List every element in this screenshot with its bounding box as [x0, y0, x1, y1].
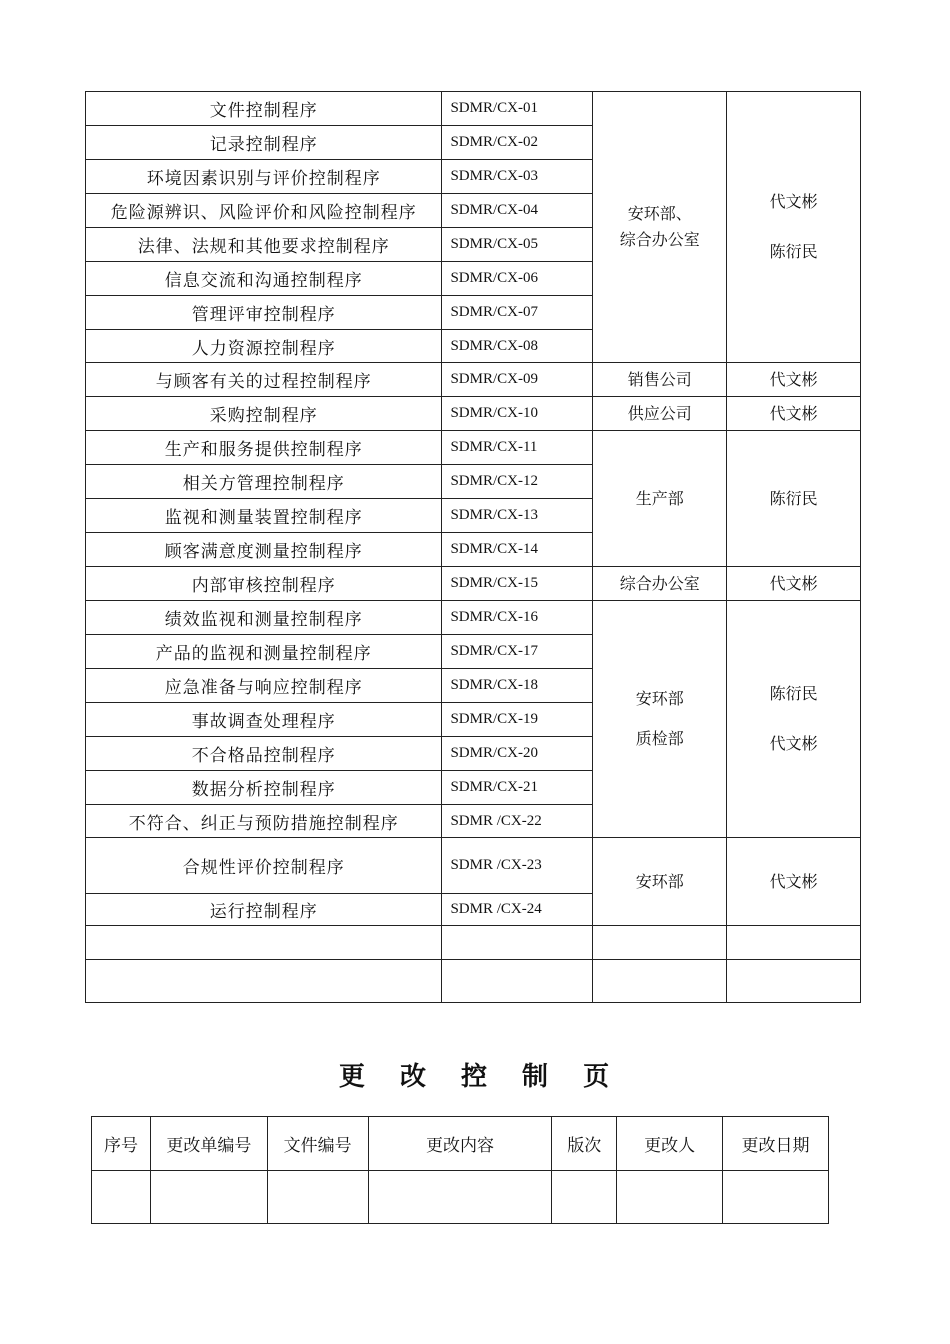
- procedure-name: 与顾客有关的过程控制程序: [86, 363, 442, 397]
- procedure-name: 相关方管理控制程序: [86, 465, 442, 499]
- responsible-dept: [593, 92, 727, 363]
- procedure-name: 文件控制程序: [86, 92, 442, 126]
- procedure-code: SDMR/CX-13: [442, 499, 593, 533]
- person-line: 代文彬: [769, 734, 818, 753]
- procedure-name: 内部审核控制程序: [86, 567, 442, 601]
- procedure-code: SDMR/CX-01: [442, 92, 593, 126]
- procedure-code: SDMR/CX-06: [442, 262, 593, 296]
- person-line: 代文彬: [769, 192, 818, 211]
- procedure-code: SDMR/CX-09: [442, 363, 593, 397]
- procedure-name: 信息交流和沟通控制程序: [86, 262, 442, 296]
- procedure-code: SDMR/CX-04: [442, 194, 593, 228]
- empty-cell: [552, 1171, 617, 1224]
- procedure-code: SDMR/CX-18: [442, 669, 593, 703]
- responsible-person: [727, 601, 861, 838]
- empty-cell: [442, 960, 593, 1003]
- table-row: [86, 397, 861, 431]
- procedure-name: 应急准备与响应控制程序: [86, 669, 442, 703]
- empty-cell: [267, 1171, 368, 1224]
- header-changer: 更改人: [617, 1117, 723, 1171]
- procedure-code: SDMR/CX-05: [442, 228, 593, 262]
- responsible-dept: [593, 601, 727, 838]
- procedure-code: SDMR/CX-03: [442, 160, 593, 194]
- procedure-code: SDMR/CX-15: [442, 567, 593, 601]
- responsible-person: 代文彬: [727, 397, 861, 431]
- table-row: [86, 601, 861, 635]
- procedure-name: 顾客满意度测量控制程序: [86, 533, 442, 567]
- responsible-person: 陈衍民: [727, 431, 861, 567]
- table-row: [86, 838, 861, 894]
- procedure-name: 事故调查处理程序: [86, 703, 442, 737]
- header-doc-no: 文件编号: [267, 1117, 368, 1171]
- responsible-dept: 综合办公室: [593, 567, 727, 601]
- empty-cell: [727, 926, 861, 960]
- procedure-name: 合规性评价控制程序: [86, 838, 442, 894]
- procedure-name: 数据分析控制程序: [86, 771, 442, 805]
- procedure-code: SDMR/CX-02: [442, 126, 593, 160]
- empty-cell: [727, 960, 861, 1003]
- responsible-person: 代文彬: [727, 838, 861, 926]
- empty-row: [86, 960, 861, 1003]
- procedure-code: SDMR /CX-24: [442, 894, 593, 926]
- responsible-dept: 安环部: [593, 838, 727, 926]
- procedure-code: SDMR/CX-11: [442, 431, 593, 465]
- dept-line: 综合办公室: [619, 230, 700, 249]
- procedure-name: 法律、法规和其他要求控制程序: [86, 228, 442, 262]
- procedure-code: SDMR/CX-16: [442, 601, 593, 635]
- procedure-name: 不符合、纠正与预防措施控制程序: [86, 805, 442, 838]
- procedure-code: SDMR/CX-14: [442, 533, 593, 567]
- procedure-name: 监视和测量装置控制程序: [86, 499, 442, 533]
- procedure-name: 运行控制程序: [86, 894, 442, 926]
- procedure-name: 产品的监视和测量控制程序: [86, 635, 442, 669]
- header-content: 更改内容: [368, 1117, 552, 1171]
- procedure-name: 管理评审控制程序: [86, 296, 442, 330]
- header-date: 更改日期: [723, 1117, 829, 1171]
- empty-cell: [92, 1171, 151, 1224]
- empty-cell: [593, 960, 727, 1003]
- empty-cell: [442, 926, 593, 960]
- empty-cell: [617, 1171, 723, 1224]
- empty-row: [92, 1171, 829, 1224]
- empty-cell: [86, 926, 442, 960]
- empty-cell: [368, 1171, 552, 1224]
- procedure-code: SDMR/CX-08: [442, 330, 593, 363]
- responsible-person: [727, 92, 861, 363]
- responsible-dept: 供应公司: [593, 397, 727, 431]
- header-version: 版次: [552, 1117, 617, 1171]
- procedure-name: 生产和服务提供控制程序: [86, 431, 442, 465]
- table-row: [86, 363, 861, 397]
- dept-line: 安环部、: [627, 204, 692, 223]
- procedure-code: SDMR/CX-12: [442, 465, 593, 499]
- empty-cell: [593, 926, 727, 960]
- procedure-code: SDMR/CX-17: [442, 635, 593, 669]
- table-row: [86, 92, 861, 126]
- procedure-name: 危险源辨识、风险评价和风险控制程序: [86, 194, 442, 228]
- procedure-code: SDMR/CX-19: [442, 703, 593, 737]
- procedure-name: 采购控制程序: [86, 397, 442, 431]
- table-row: [86, 431, 861, 465]
- empty-cell: [150, 1171, 267, 1224]
- responsible-dept: 生产部: [593, 431, 727, 567]
- procedure-name: 不合格品控制程序: [86, 737, 442, 771]
- responsible-person: 代文彬: [727, 363, 861, 397]
- change-control-table: [91, 1116, 829, 1224]
- empty-cell: [86, 960, 442, 1003]
- responsible-dept: 销售公司: [593, 363, 727, 397]
- procedure-code: SDMR/CX-20: [442, 737, 593, 771]
- header-change-no: 更改单编号: [150, 1117, 267, 1171]
- procedure-code: SDMR/CX-21: [442, 771, 593, 805]
- procedure-name: 绩效监视和测量控制程序: [86, 601, 442, 635]
- procedure-name: 记录控制程序: [86, 126, 442, 160]
- header-seq: 序号: [92, 1117, 151, 1171]
- procedure-code: SDMR /CX-23: [442, 838, 593, 894]
- procedure-code: SDMR /CX-22: [442, 805, 593, 838]
- procedure-name: 人力资源控制程序: [86, 330, 442, 363]
- empty-cell: [723, 1171, 829, 1224]
- change-control-title: 更 改 控 制 页: [338, 1062, 612, 1092]
- dept-line: 安环部: [635, 689, 684, 708]
- dept-line: 质检部: [635, 729, 684, 748]
- procedure-code: SDMR/CX-10: [442, 397, 593, 431]
- procedure-code: SDMR/CX-07: [442, 296, 593, 330]
- responsible-person: 代文彬: [727, 567, 861, 601]
- empty-row: [86, 926, 861, 960]
- header-row: [92, 1117, 829, 1171]
- table-row: [86, 567, 861, 601]
- procedure-name: 环境因素识别与评价控制程序: [86, 160, 442, 194]
- procedure-table: [85, 91, 861, 1003]
- person-line: 陈衍民: [769, 684, 818, 703]
- person-line: 陈衍民: [769, 242, 818, 261]
